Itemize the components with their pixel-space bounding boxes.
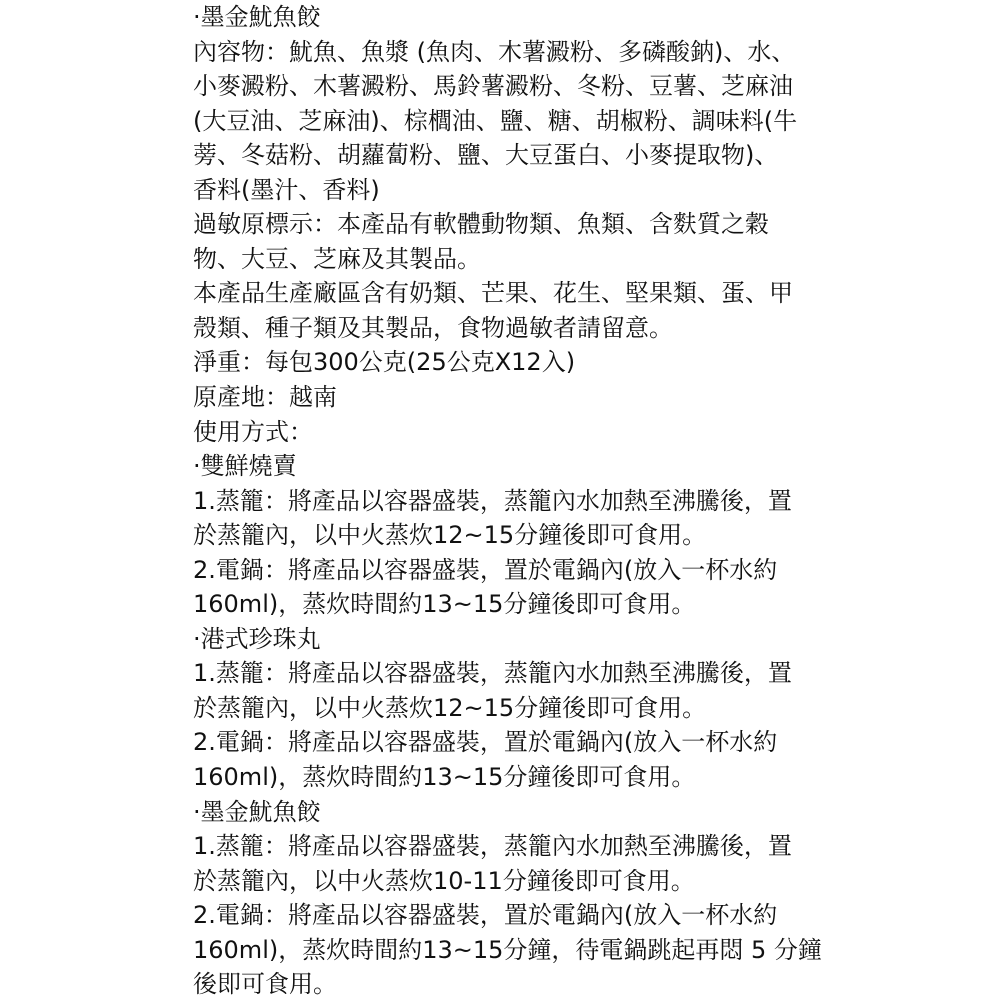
instruction-line: 2.電鍋：將產品以容器盛裝，置於電鍋內(放入一杯水約 bbox=[193, 555, 778, 584]
section-title-squid-dumpling: ·墨金魷魚餃 bbox=[193, 797, 321, 826]
instruction-line: 160ml)，蒸炊時間約13~15分鐘後即可食用。 bbox=[193, 763, 696, 792]
section-title-pearl-ball: ·港式珍珠丸 bbox=[193, 624, 321, 653]
instruction-line: 1.蒸籠：將產品以容器盛裝，蒸籠內水加熱至沸騰後，置 bbox=[193, 832, 792, 861]
usage-heading: 使用方式： bbox=[193, 417, 313, 446]
instruction-line: 2.電鍋：將產品以容器盛裝，置於電鍋內(放入一杯水約 bbox=[193, 901, 778, 930]
instruction-line: 1.蒸籠：將產品以容器盛裝，蒸籠內水加熱至沸騰後，置 bbox=[193, 486, 792, 515]
ingredients-line: (大豆油、芝麻油)、棕櫚油、鹽、糖、胡椒粉、調味料(牛 bbox=[193, 106, 798, 135]
instruction-line: 160ml)，蒸炊時間約13~15分鐘，待電鍋跳起再悶 5 分鐘 bbox=[193, 935, 822, 964]
ingredients-line: 蒡、冬菇粉、胡蘿蔔粉、鹽、大豆蛋白、小麥提取物)、 bbox=[193, 141, 779, 170]
instruction-line: 1.蒸籠：將產品以容器盛裝，蒸籠內水加熱至沸騰後，置 bbox=[193, 659, 792, 688]
net-weight-line: 淨重：每包300公克(25公克X12入) bbox=[193, 348, 576, 377]
instruction-line: 於蒸籠內，以中火蒸炊12~15分鐘後即可食用。 bbox=[193, 521, 707, 550]
instruction-line: 160ml)，蒸炊時間約13~15分鐘後即可食用。 bbox=[193, 590, 696, 619]
product-info-text bbox=[193, 0, 822, 1002]
instruction-line: 後即可食用。 bbox=[193, 970, 337, 999]
ingredients-line: 內容物：魷魚、魚漿 (魚肉、木薯澱粉、多磷酸鈉)、水、 bbox=[193, 37, 796, 66]
origin-line: 原產地：越南 bbox=[193, 383, 337, 412]
allergen-line: 過敏原標示：本產品有軟體動物類、魚類、含麩質之穀 bbox=[193, 210, 769, 239]
ingredients-line: 小麥澱粉、木薯澱粉、馬鈴薯澱粉、冬粉、豆薯、芝麻油 bbox=[193, 72, 793, 101]
factory-allergen-line: 本產品生產廠區含有奶類、芒果、花生、堅果類、蛋、甲 bbox=[193, 279, 793, 308]
instruction-line: 於蒸籠內，以中火蒸炊12~15分鐘後即可食用。 bbox=[193, 693, 707, 722]
factory-allergen-line: 殼類、種子類及其製品，食物過敏者請留意。 bbox=[193, 313, 673, 342]
ingredients-line: 香料(墨汁、香料) bbox=[193, 175, 380, 204]
instruction-line: 於蒸籠內，以中火蒸炊10-11分鐘後即可食用。 bbox=[193, 866, 695, 895]
allergen-line: 物、大豆、芝麻及其製品。 bbox=[193, 244, 481, 273]
section-title-shaomai: ·雙鮮燒賣 bbox=[193, 452, 297, 481]
instruction-line: 2.電鍋：將產品以容器盛裝，置於電鍋內(放入一杯水約 bbox=[193, 728, 778, 757]
section-title-squid-dumpling: ·墨金魷魚餃 bbox=[193, 3, 321, 31]
